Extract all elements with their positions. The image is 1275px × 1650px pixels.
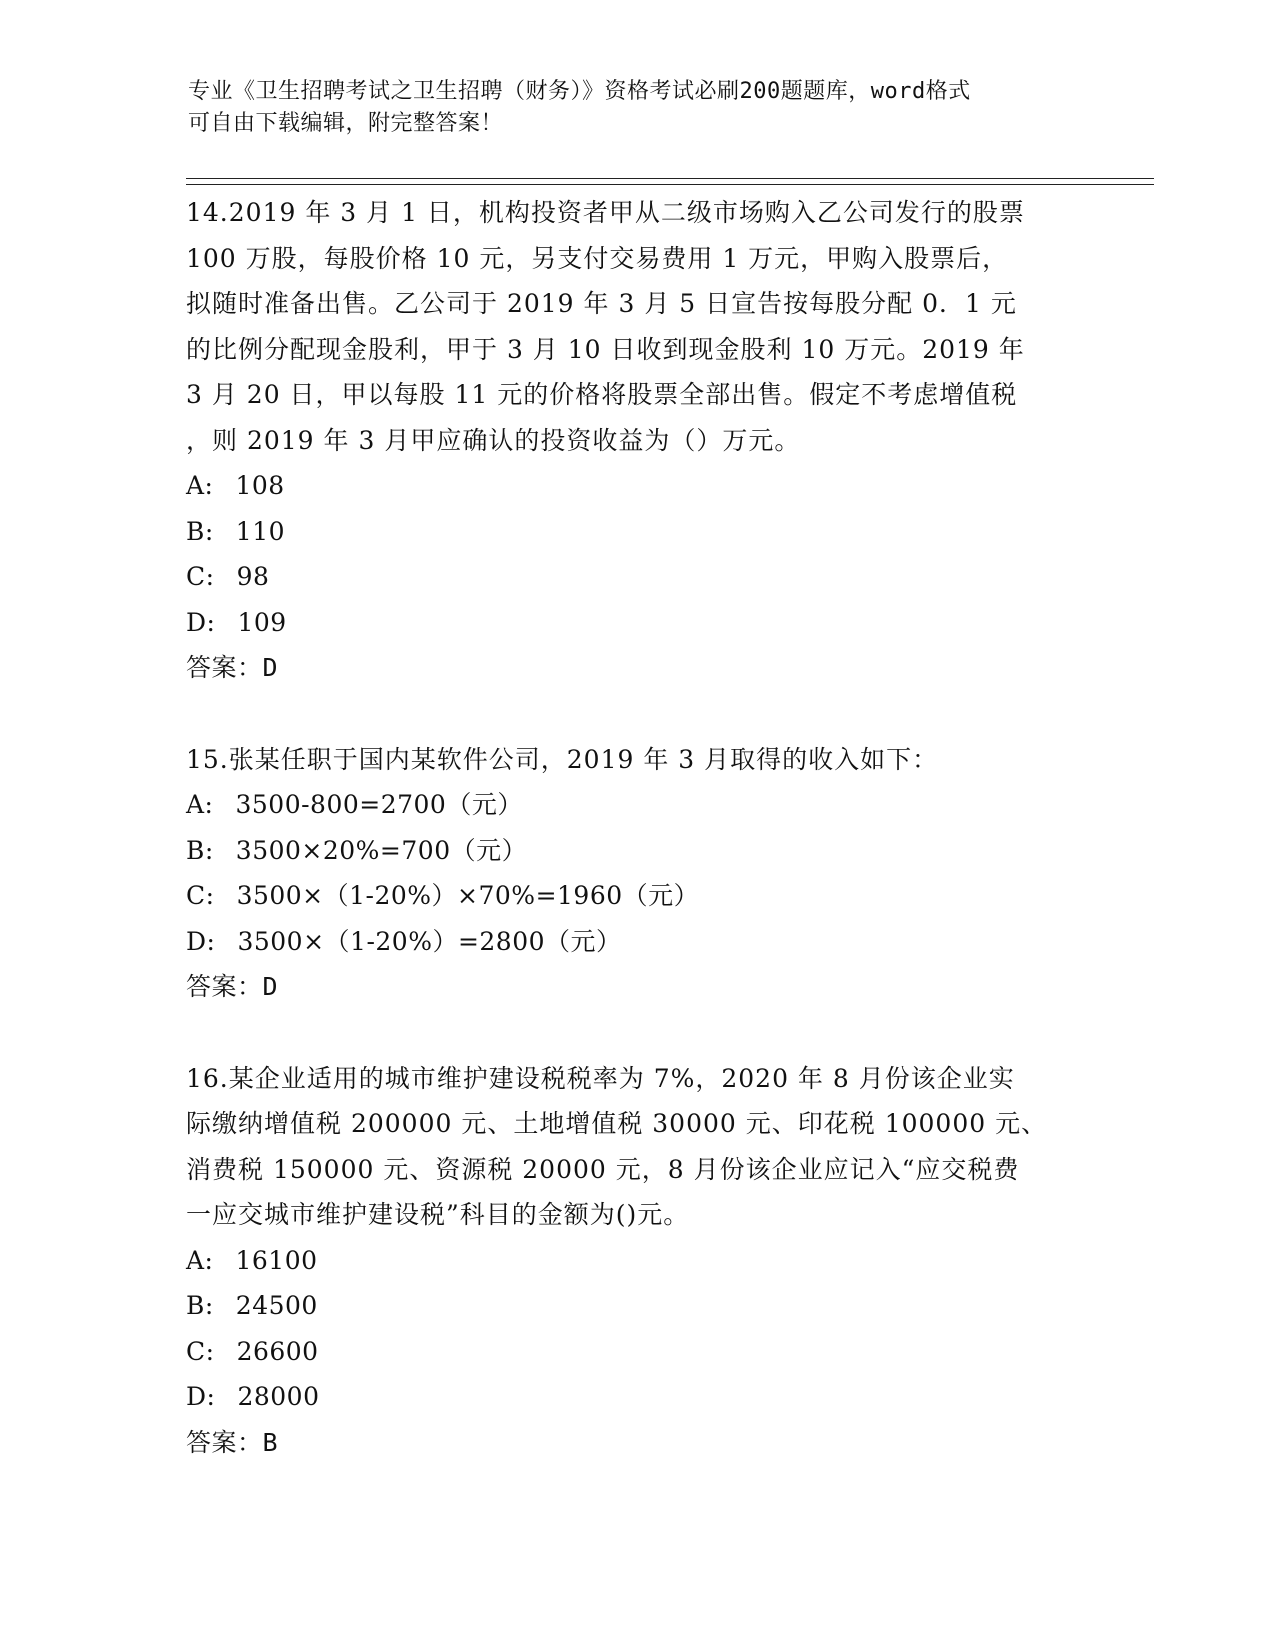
option-text: 108 [235,471,285,500]
stem-line: 14.2019 年 3 月 1 日，机构投资者甲从二级市场购入乙公司发行的股票 [186,198,1025,227]
answer-label: 答案： [186,653,263,682]
question-stem [186,1056,1086,1238]
answer-label: 答案： [186,1427,263,1457]
option-letter: A: [186,790,214,819]
option-letter: A: [186,1245,214,1275]
question-list [186,190,1086,1511]
question-16 [186,1056,1086,1466]
option-text: 26600 [236,1336,319,1366]
option-text: 24500 [235,1291,318,1320]
option-text: 110 [235,516,286,546]
option-letter: C: [186,1336,215,1366]
header-line-1: 专业《卫生招聘考试之卫生招聘（财务）》资格考试必刷200题题库，word格式 [188,79,971,104]
option-c [186,873,1086,919]
option-a [186,1238,1086,1284]
option-d [186,1374,1086,1420]
stem-line: 际缴纳增值税 200000 元、土地增值税 30000 元、印花税 100000 元、 [186,1109,1048,1138]
option-d [186,919,1086,965]
answer-value: B [262,1427,279,1457]
option-letter: D: [186,607,216,637]
answer-line [186,645,1086,691]
stem-line: 100 万股，每股价格 10 元，另支付交易费用 1 万元，甲购入股票后， [186,243,1009,273]
option-letter: B: [186,516,214,546]
answer-line [186,1420,1086,1466]
option-b [186,828,1086,874]
option-text: 3500×（1-20%）=2800（元） [237,926,622,956]
option-letter: B: [186,1291,214,1320]
option-d [186,600,1086,646]
option-text: 16100 [235,1245,318,1275]
answer-value: D [262,653,279,682]
stem-line: 拟随时准备出售。乙公司于 2019 年 3 月 5 日宣告按每股分配 0．1 元 [186,289,1017,318]
option-list [186,463,1086,645]
answer-label: 答案： [186,972,263,1001]
answer-line [186,964,1086,1010]
stem-line: 16.某企业适用的城市维护建设税税率为 7%，2020 年 8 月份该企业实 [186,1063,1015,1093]
stem-line: 3 月 20 日，甲以每股 11 元的价格将股票全部出售。假定不考虑增值税 [186,380,1018,409]
stem-line: 一应交城市维护建设税”科目的金额为()元。 [186,1200,690,1229]
stem-line: 的比例分配现金股利，甲于 3 月 10 日收到现金股利 10 万元。2019 年 [186,334,1025,364]
question-14 [186,190,1086,691]
option-text: 109 [237,607,287,637]
stem-line: ，则 2019 年 3 月甲应确认的投资收益为（）万元。 [186,425,801,455]
header-divider-bottom [186,184,1154,185]
option-text: 28000 [237,1382,320,1411]
option-letter: C: [186,562,215,591]
option-list [186,1238,1086,1420]
option-b [186,1283,1086,1329]
option-letter: D: [186,926,216,956]
option-a [186,463,1086,509]
option-b [186,509,1086,555]
option-text: 3500×20%=700（元） [235,835,528,865]
option-letter: B: [186,835,214,865]
document-header [188,76,1068,140]
option-text: 3500-800=2700（元） [235,790,523,819]
header-divider-top [186,178,1154,179]
option-letter: C: [186,881,215,910]
option-list [186,782,1086,964]
option-c [186,554,1086,600]
question-stem [186,190,1086,463]
option-c [186,1329,1086,1375]
option-text: 98 [236,562,270,591]
option-letter: D: [186,1382,216,1411]
answer-value: D [262,972,279,1001]
option-text: 3500×（1-20%）×70%=1960（元） [236,881,700,910]
option-letter: A: [186,471,214,500]
stem-line: 15.张某任职于国内某软件公司，2019 年 3 月取得的收入如下： [186,744,939,774]
option-a [186,782,1086,828]
header-line-2: 可自由下载编辑，附完整答案！ [188,111,504,136]
question-stem [186,737,1086,783]
question-15 [186,737,1086,1010]
stem-line: 消费税 150000 元、资源税 20000 元，8 月份该企业应记入“应交税费 [186,1154,1020,1184]
